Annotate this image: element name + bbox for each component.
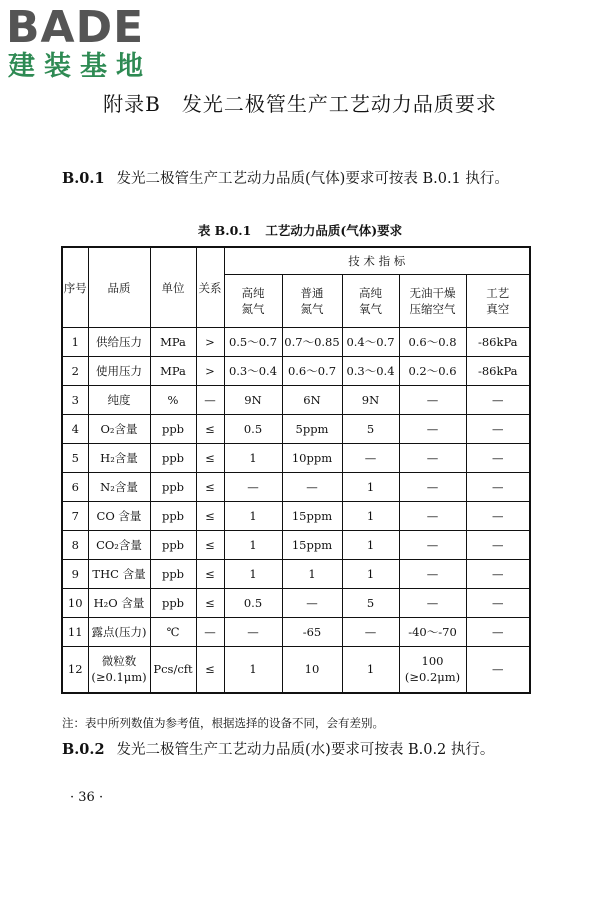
table-row [62,531,530,560]
cell-value: — [399,473,466,502]
section-number: B.0.1 [62,170,105,187]
cell-value: — [224,618,282,647]
cell-value: 0.7～0.85 [282,328,342,357]
header-column: 无油干燥 压缩空气 [399,275,466,328]
header-column: 普通 氮气 [282,275,342,328]
cell-value: 10ppm [282,444,342,473]
cell-relation: — [196,618,224,647]
cell-value: — [399,531,466,560]
cell-unit: MPa [150,328,196,357]
cell-value: — [466,415,530,444]
cell-value: 0.3～0.4 [342,357,399,386]
cell-index: 4 [62,415,88,444]
cell-value: — [282,473,342,502]
gas-quality-table [61,246,531,694]
cell-quality: O₂含量 [88,415,150,444]
cell-value: — [466,502,530,531]
table-caption [0,221,600,239]
cell-unit: ppb [150,502,196,531]
cell-index: 6 [62,473,88,502]
cell-value: — [224,473,282,502]
cell-value: 1 [224,444,282,473]
cell-value: 15ppm [282,502,342,531]
cell-relation: ≤ [196,589,224,618]
logo-brand-text: BADE [6,2,145,53]
cell-relation: > [196,328,224,357]
cell-unit: MPa [150,357,196,386]
page-number: · 36 · [70,790,104,805]
cell-unit: Pcs/cft [150,647,196,693]
cell-value: 5ppm [282,415,342,444]
cell-unit: ℃ [150,618,196,647]
cell-value: -65 [282,618,342,647]
cell-unit: % [150,386,196,415]
cell-quality: THC 含量 [88,560,150,589]
table-row [62,473,530,502]
cell-index: 9 [62,560,88,589]
cell-value: — [466,618,530,647]
cell-index: 10 [62,589,88,618]
table-note: 注：表中所列数值为参考值，根据选择的设备不同，会有差别。 [62,716,384,730]
cell-value: -40～-70 [399,618,466,647]
cell-unit: ppb [150,589,196,618]
cell-quality: 使用压力 [88,357,150,386]
cell-value: — [399,502,466,531]
cell-value: — [342,618,399,647]
header-column: 高纯 氧气 [342,275,399,328]
cell-quality: 纯度 [88,386,150,415]
section-text: 发光二极管生产工艺动力品质(水)要求可按表 B.0.2 执行。 [116,742,495,758]
cell-index: 11 [62,618,88,647]
cell-relation: ≤ [196,444,224,473]
cell-value: 9N [342,386,399,415]
cell-value: 0.6～0.7 [282,357,342,386]
cell-index: 7 [62,502,88,531]
cell-value: 100 (≥0.2μm) [399,647,466,693]
page-title: 附录B 发光二极管生产工艺动力品质要求 [103,92,497,116]
header-column: 高纯 氮气 [224,275,282,328]
cell-value: -86kPa [466,357,530,386]
cell-value: 1 [342,647,399,693]
cell-value: 1 [342,560,399,589]
cell-value: 15ppm [282,531,342,560]
cell-value: — [466,589,530,618]
cell-relation: ≤ [196,415,224,444]
cell-value: — [399,386,466,415]
table-row [62,502,530,531]
cell-value: — [399,444,466,473]
cell-unit: ppb [150,473,196,502]
cell-value: — [342,444,399,473]
cell-value: — [399,560,466,589]
cell-value: — [466,473,530,502]
cell-index: 3 [62,386,88,415]
cell-value: 10 [282,647,342,693]
cell-unit: ppb [150,531,196,560]
cell-quality: 供给压力 [88,328,150,357]
cell-value: 0.2～0.6 [399,357,466,386]
cell-value: 0.3～0.4 [224,357,282,386]
cell-value: -86kPa [466,328,530,357]
cell-relation: ≤ [196,502,224,531]
section-b02 [62,737,547,763]
cell-value: — [466,386,530,415]
table-row [62,647,530,693]
cell-value: 1 [224,502,282,531]
cell-index: 8 [62,531,88,560]
table-body [62,328,530,693]
cell-index: 12 [62,647,88,693]
cell-index: 2 [62,357,88,386]
table-row [62,415,530,444]
section-b01 [62,166,547,192]
table-row [62,328,530,357]
cell-relation: ≤ [196,473,224,502]
table-caption-number: 表 B.0.1 [197,223,252,238]
cell-value: — [399,589,466,618]
cell-value: 0.5 [224,589,282,618]
cell-value: 6N [282,386,342,415]
table-caption-title: 工艺动力品质(气体)要求 [265,223,403,238]
table-row [62,357,530,386]
cell-value: 0.4～0.7 [342,328,399,357]
cell-quality: N₂含量 [88,473,150,502]
header-index: 序号 [62,247,88,328]
cell-relation: — [196,386,224,415]
table-row [62,386,530,415]
section-text: 发光二极管生产工艺动力品质(气体)要求可按表 B.0.1 执行。 [116,171,509,187]
cell-value: — [466,560,530,589]
header-quality: 品质 [88,247,150,328]
cell-value: — [399,415,466,444]
cell-relation: > [196,357,224,386]
cell-value: 0.5 [224,415,282,444]
cell-value: — [282,589,342,618]
logo-subtitle: 建装基地 [8,51,152,82]
cell-value: 1 [282,560,342,589]
cell-quality: H₂O 含量 [88,589,150,618]
cell-unit: ppb [150,560,196,589]
cell-relation: ≤ [196,560,224,589]
cell-unit: ppb [150,444,196,473]
cell-quality: CO 含量 [88,502,150,531]
cell-value: 0.5～0.7 [224,328,282,357]
cell-relation: ≤ [196,531,224,560]
cell-value: — [466,531,530,560]
section-number: B.0.2 [62,741,105,758]
table-row [62,444,530,473]
table-row [62,589,530,618]
cell-value: 1 [224,531,282,560]
cell-value: 1 [342,473,399,502]
cell-relation: ≤ [196,647,224,693]
cell-value: 1 [342,531,399,560]
brand-logo [6,4,176,82]
table-row [62,560,530,589]
cell-quality: CO₂含量 [88,531,150,560]
cell-value: — [466,444,530,473]
header-relation: 关系 [196,247,224,328]
cell-index: 5 [62,444,88,473]
cell-value: 9N [224,386,282,415]
header-spec-group: 技 术 指 标 [224,247,530,275]
table-row [62,618,530,647]
cell-value: 0.6～0.8 [399,328,466,357]
header-unit: 单位 [150,247,196,328]
cell-value: 5 [342,415,399,444]
cell-quality: 露点(压力) [88,618,150,647]
cell-value: 1 [342,502,399,531]
cell-value: 1 [224,560,282,589]
cell-unit: ppb [150,415,196,444]
cell-quality: H₂含量 [88,444,150,473]
cell-index: 1 [62,328,88,357]
cell-value: 5 [342,589,399,618]
cell-value: 1 [224,647,282,693]
header-column: 工艺 真空 [466,275,530,328]
cell-quality: 微粒数 (≥0.1μm) [88,647,150,693]
cell-value: — [466,647,530,693]
